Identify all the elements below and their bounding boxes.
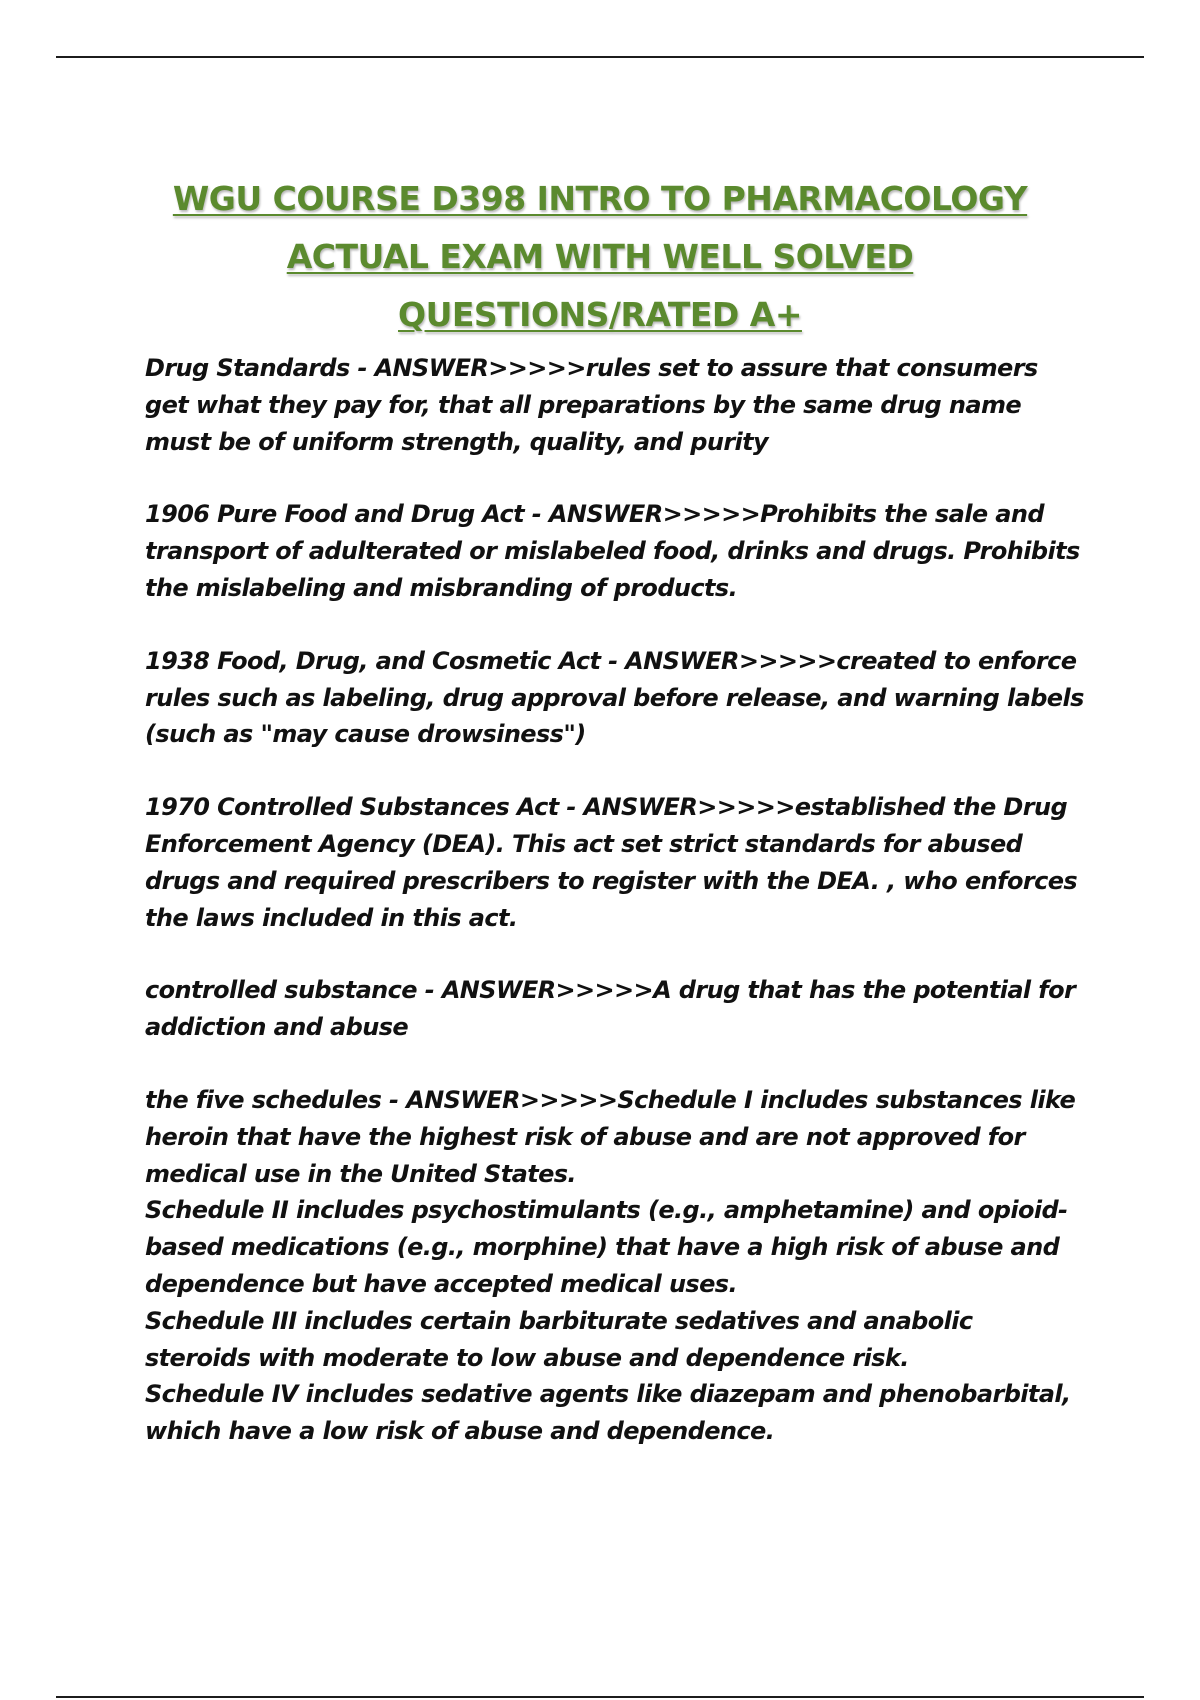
qa-entry-drug-standards: [145, 350, 1085, 460]
qa-entry-controlled-substance: [145, 972, 1085, 1046]
qa-text-schedule-iv: Schedule IV includes sedative agents like diazepam and phenobarbital, which have a low risk of abuse and dependence.: [145, 1380, 1071, 1446]
qa-text: controlled substance - ANSWER>>>>>A drug that has the potential for addiction and abuse: [145, 976, 1076, 1042]
qa-entry-1906-act: [145, 496, 1085, 606]
title-line: QUESTIONS/RATED A+: [398, 295, 802, 335]
title-line: WGU COURSE D398 INTRO TO PHARMACOLOGY: [172, 179, 1028, 219]
qa-entry-1970-act: [145, 789, 1085, 936]
qa-entry-five-schedules: [145, 1082, 1085, 1450]
title-line: ACTUAL EXAM WITH WELL SOLVED: [286, 237, 914, 277]
qa-list: [145, 350, 1085, 1486]
qa-entry-1938-act: [145, 643, 1085, 753]
document-title: [120, 170, 1080, 344]
bottom-divider: [56, 1696, 1144, 1698]
qa-text: the five schedules - ANSWER>>>>>Schedule I includes substances like heroin that have the highest risk of abuse and are not approved for medical use in the United States.: [145, 1085, 1076, 1188]
qa-text: 1938 Food, Drug, and Cosmetic Act - ANSWER>>>>>created to enforce rules such as labeling, drug approval before release, and warning labels (such as "may cause drowsiness"): [145, 646, 1084, 749]
qa-text-schedule-ii: Schedule II includes psychostimulants (e.g., amphetamine) and opioid-based medications (e.g., morphine) that have a high risk of abuse and dependence but have accepted medical uses.: [145, 1196, 1068, 1298]
top-divider: [56, 56, 1144, 58]
qa-text: Drug Standards - ANSWER>>>>>rules set to assure that consumers get what they pay for, that all preparations by the same drug name must be of uniform strength, quality, and purity: [145, 354, 1038, 456]
qa-text: 1906 Pure Food and Drug Act - ANSWER>>>>>Prohibits the sale and transport of adulterated or mislabeled food, drinks and drugs. Prohibits the mislabeling and misbranding of products.: [145, 500, 1080, 602]
qa-text-schedule-iii: Schedule III includes certain barbiturate sedatives and anabolic steroids with moderate to low abuse and dependence risk.: [145, 1306, 973, 1372]
qa-text: 1970 Controlled Substances Act - ANSWER>>>>>established the Drug Enforcement Agency (DEA). This act set strict standards for abused drugs and required prescribers to register with the DEA. , who enforces the laws included in this act.: [145, 793, 1078, 932]
